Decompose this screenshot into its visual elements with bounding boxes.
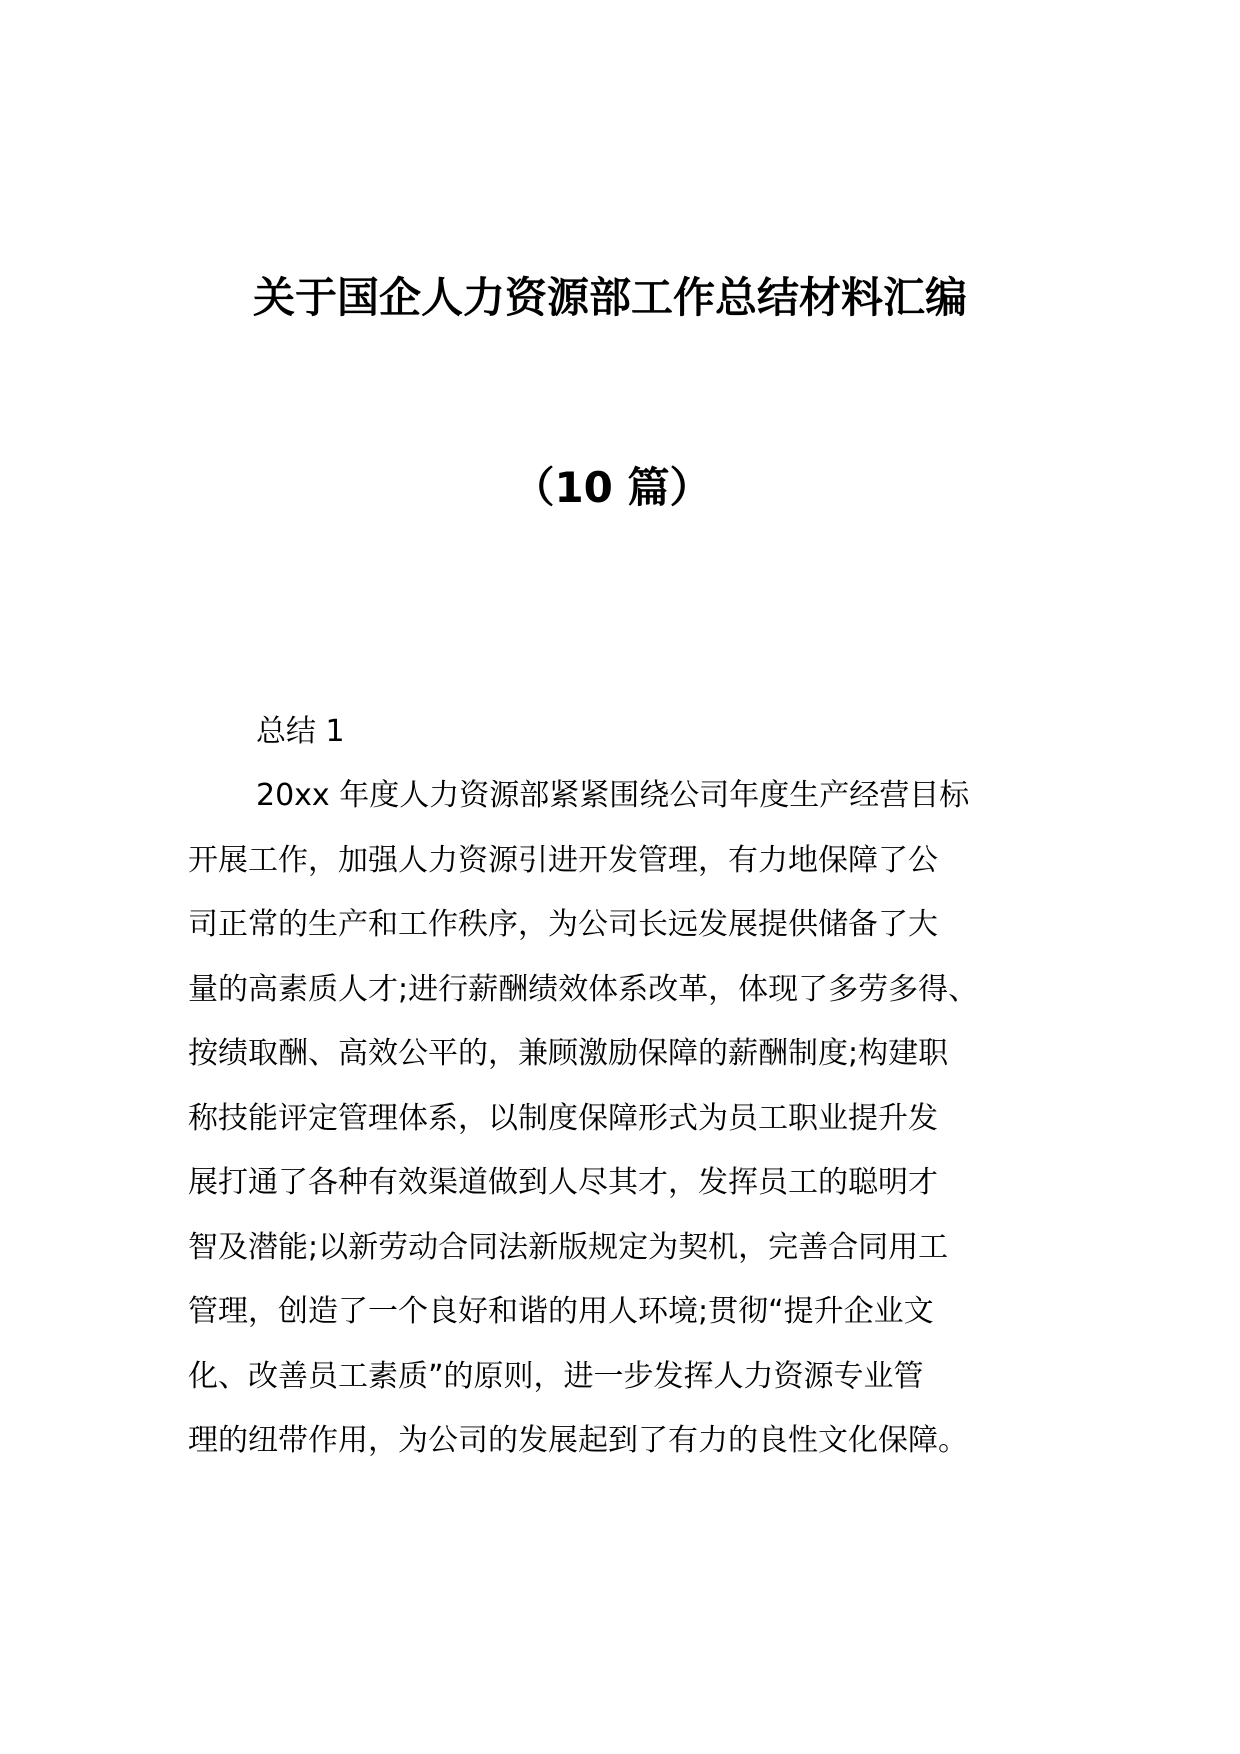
document-title-count: （10 篇）: [512, 463, 712, 512]
paragraph-line: 智及潜能;以新劳动合同法新版规定为契机，完善合同用工: [188, 1229, 949, 1265]
paragraph-line: 开展工作，加强人力资源引进开发管理，有力地保障了公: [188, 842, 938, 878]
paragraph-line: 化、改善员工素质”的原则，进一步发挥人力资源专业管: [188, 1358, 924, 1394]
paragraph-line: 称技能评定管理体系，以制度保障形式为员工职业提升发: [188, 1100, 938, 1136]
paragraph-line: 管理，创造了一个良好和谐的用人环境;贯彻“提升企业文: [188, 1294, 934, 1329]
paragraph: [188, 764, 1068, 1474]
paragraph-line: 20xx 年度人力资源部紧紧围绕公司年度生产经营目标: [256, 778, 970, 813]
paragraph-line: 司正常的生产和工作秩序，为公司长远发展提供储备了大: [188, 907, 938, 942]
paragraph-line: 量的高素质人才;进行薪酬绩效体系改革，体现了多劳多得、: [188, 971, 979, 1007]
paragraph-line: 按绩取酬、高效公平的，兼顾激励保障的薪酬制度;构建职: [188, 1036, 949, 1071]
section-heading: 总结 1: [256, 714, 345, 749]
paragraph-line: 展打通了各种有效渠道做到人尽其才，发挥员工的聪明才: [188, 1165, 938, 1200]
document-title: 关于国企人力资源部工作总结材料汇编: [252, 273, 967, 322]
paragraph-line: 理的纽带作用，为公司的发展起到了有力的良性文化保障。: [188, 1423, 968, 1458]
document-body: [188, 700, 1068, 1474]
